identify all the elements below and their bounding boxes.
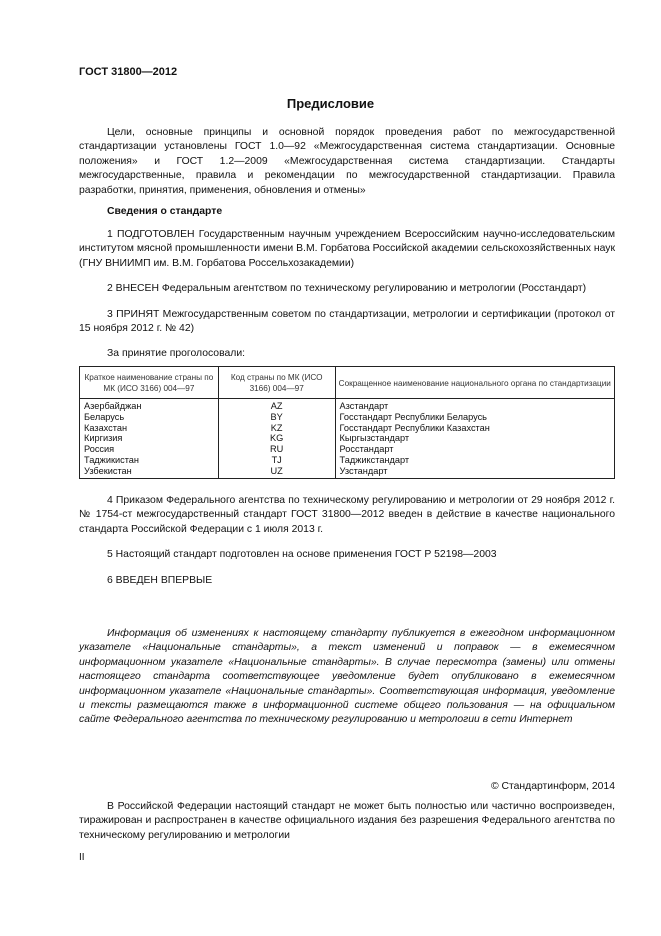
- table-header-row: [80, 367, 615, 399]
- cell-body: Азстандарт: [335, 399, 614, 412]
- table-row: [80, 399, 615, 412]
- cell-body: Узстандарт: [335, 466, 614, 478]
- rights-paragraph: [79, 800, 615, 843]
- table-row: [80, 433, 615, 444]
- cell-country: Азербайджан: [80, 399, 219, 412]
- table-row: [80, 412, 615, 423]
- cell-code: AZ: [218, 399, 335, 412]
- voting-table: [79, 366, 615, 479]
- intro-paragraph: [79, 126, 615, 198]
- cell-body: Госстандарт Республики Беларусь: [335, 412, 614, 423]
- cell-body: Росстандарт: [335, 444, 614, 455]
- cell-country: Россия: [80, 444, 219, 455]
- item-5: [79, 548, 615, 562]
- document-header-id: ГОСТ 31800—2012: [79, 66, 178, 78]
- cell-code: BY: [218, 412, 335, 423]
- col-header-code: Код страны по МК (ИСО 3166) 004—97: [218, 367, 335, 399]
- col-header-body: Сокращенное наименование национального органа по стандартизации: [335, 367, 614, 399]
- cell-country: Киргизия: [80, 433, 219, 444]
- table-row: [80, 423, 615, 434]
- item-6-text: 6 ВВЕДЕН ВПЕРВЫЕ: [107, 575, 213, 586]
- notice-text: Информация об изменениях к настоящему стандарту публикуется в ежегодном информационном указателе «Национальные стандарты», а текст изменений и поправок — в ежемесячном информационном указателе «Национальные стандарты». В случае пересмотра (замены) или отмены настоящего стандарта соответствующее уведомление будет опубликовано в ежемесячном информационном указателе «Национальные стандарты». Соответствующая информация, уведомление и тексты размещаются также в информационной системе общего пользования — на официальном сайте Федерального агентства по техническому регулированию и метрологии в сети Интернет: [79, 628, 615, 726]
- item-5-text: 5 Настоящий стандарт подготовлен на основе применения ГОСТ Р 52198—2003: [107, 549, 497, 560]
- item-4-text: 4 Приказом Федерального агентства по техническому регулированию и метрологии от 29 ноября 2012 г. № 1754-ст межгосударственный стандарт ГОСТ 31800—2012 введен в действие в качестве национального стандарта Российской Федерации с 1 июля 2013 г.: [79, 495, 615, 535]
- cell-code: TJ: [218, 455, 335, 466]
- item-2: [79, 282, 615, 296]
- item-2-text: 2 ВНЕСЕН Федеральным агентством по техническому регулированию и метрологии (Росстандарт): [107, 283, 587, 294]
- cell-code: KG: [218, 433, 335, 444]
- table-row: [80, 444, 615, 455]
- item-6: [79, 574, 615, 588]
- cell-body: Таджикстандарт: [335, 455, 614, 466]
- item-1: [79, 228, 615, 271]
- cell-country: Казахстан: [80, 423, 219, 434]
- item-3: [79, 308, 615, 337]
- intro-text: Цели, основные принципы и основной порядок проведения работ по межгосударственной стандартизации установлены ГОСТ 1.0—92 «Межгосударственная система стандартизации. Основные положения» и ГОСТ 1.2—2009 «Межгосударственная система стандартизации. Стандарты межгосударственные, правила и рекомендации по межгосударственной стандартизации. Правила разработки, принятия, применения, обновления и отмены»: [79, 127, 615, 196]
- col-header-country: Краткое наименование страны по МК (ИСО 3166) 004—97: [80, 367, 219, 399]
- vote-label: [79, 347, 615, 361]
- page-number: II: [79, 852, 85, 863]
- section-title: Сведения о стандарте: [107, 206, 223, 217]
- cell-country: Таджикистан: [80, 455, 219, 466]
- cell-body: Кыргызстандарт: [335, 433, 614, 444]
- notice-paragraph: [79, 627, 615, 728]
- cell-code: RU: [218, 444, 335, 455]
- table-row: [80, 466, 615, 478]
- cell-country: Узбекистан: [80, 466, 219, 478]
- vote-label-text: За принятие проголосовали:: [107, 348, 246, 359]
- item-3-text: 3 ПРИНЯТ Межгосударственным советом по стандартизации, метрологии и сертификации (протокол от 15 ноября 2012 г. № 42): [79, 309, 615, 335]
- page-title: Предисловие: [286, 96, 375, 111]
- rights-text: В Российской Федерации настоящий стандарт не может быть полностью или частично воспроизведен, тиражирован и распространен в качестве официального издания без разрешения Федерального агентства по техническому регулированию и метрологии: [79, 801, 615, 841]
- cell-code: UZ: [218, 466, 335, 478]
- table-row: [80, 455, 615, 466]
- cell-code: KZ: [218, 423, 335, 434]
- copyright-line: © Стандартинформ, 2014: [490, 781, 615, 792]
- cell-country: Беларусь: [80, 412, 219, 423]
- item-4: [79, 494, 615, 537]
- cell-body: Госстандарт Республики Казахстан: [335, 423, 614, 434]
- item-1-text: 1 ПОДГОТОВЛЕН Государственным научным учреждением Всероссийским научно-исследовательским институтом мясной промышленности имени В.М. Горбатова Российской академии сельскохозяйственных наук (ГНУ ВНИИМП им. В.М. Горбатова Россельхозакадемии): [79, 229, 615, 269]
